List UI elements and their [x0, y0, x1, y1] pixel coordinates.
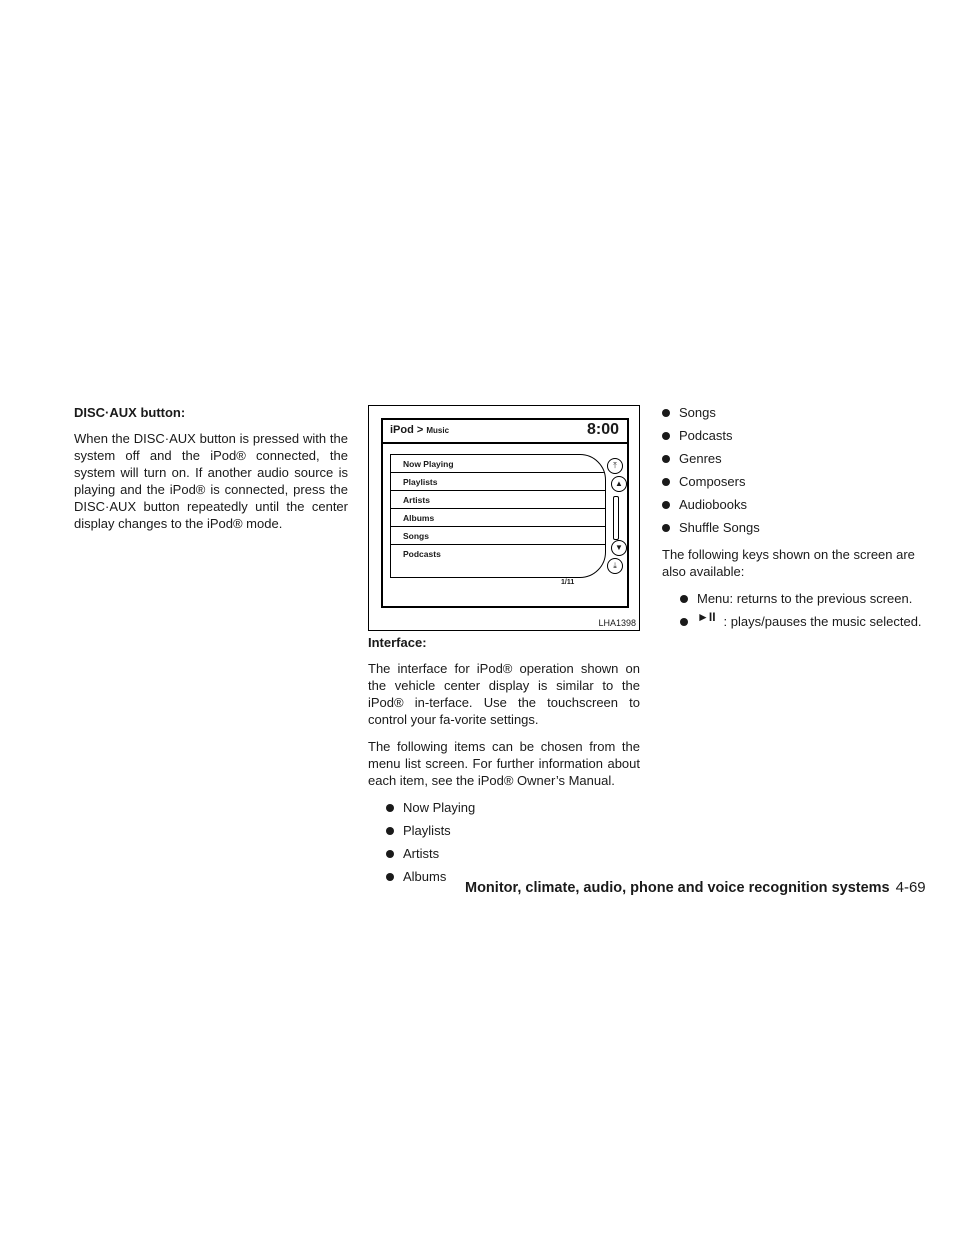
menu-item-songs[interactable]: Songs: [391, 527, 605, 545]
key-play-pause-text: : plays/pauses the music selected.: [723, 614, 922, 629]
section-heading-disc-aux: DISC·AUX button:: [74, 405, 186, 420]
page-footer: [465, 879, 926, 896]
menu-item-podcasts[interactable]: Podcasts: [403, 549, 441, 559]
paragraph-interface-2: The following items can be chosen from the menu list screen. For further information about each item, see the iPod® Owner’s Manual.: [368, 739, 640, 788]
paragraph-interface-1: The interface for iPod® operation shown on the vehicle center display is similar to the iPod® in-terface. Use the touchscreen to control your fa-vorite settings.: [368, 661, 640, 727]
paragraph-disc-aux: When the DISC·AUX button is pressed with the system off and the iPod® connected, the system will turn on. If another audio source is playing and the iPod® is connected, press the DISC·AUX button repeatedly until the center display changes to the iPod® mode.: [74, 431, 348, 531]
list-item: Shuffle Songs: [662, 519, 938, 542]
breadcrumb-main: iPod >: [390, 424, 424, 436]
menu-item-now-playing[interactable]: Now Playing: [391, 455, 605, 473]
paragraph-keys: The following keys shown on the screen are also available:: [662, 547, 915, 579]
page-count: 1/11: [561, 579, 575, 586]
column-3: [662, 404, 938, 636]
page-number: 4-69: [895, 879, 926, 896]
footer-section-title: Monitor, climate, audio, phone and voice recognition systems: [465, 880, 890, 896]
list-item: Playlists: [386, 822, 640, 845]
list-item: Songs: [662, 404, 938, 427]
scroll-top-icon[interactable]: ⤒: [607, 458, 623, 474]
list-item: Composers: [662, 473, 938, 496]
menu-items-list-continued: [662, 404, 938, 542]
list-item: Artists: [386, 845, 640, 868]
scroll-down-icon[interactable]: ▼: [611, 540, 627, 556]
menu-item-albums[interactable]: Albums: [391, 509, 605, 527]
scroll-up-icon[interactable]: ▲: [611, 476, 627, 492]
key-item-menu: [680, 590, 938, 613]
menu-item-playlists[interactable]: Playlists: [391, 473, 605, 491]
column-2: [368, 404, 640, 891]
figure-label: LHA1398: [598, 618, 636, 628]
list-item: Now Playing: [386, 799, 640, 822]
breadcrumb-sub: Music: [426, 426, 450, 435]
clock: 8:00: [586, 421, 619, 438]
list-item: Albums: [386, 868, 640, 891]
menu-item-artists[interactable]: Artists: [391, 491, 605, 509]
menu-items-list: [368, 799, 640, 891]
list-item: Podcasts: [662, 427, 938, 450]
key-menu-text: Menu: returns to the previous screen.: [697, 591, 913, 606]
play-pause-icon: ►II: [697, 610, 716, 624]
key-item-play-pause: [680, 610, 938, 636]
column-1: [74, 404, 348, 542]
keys-list: [662, 590, 938, 636]
section-heading-interface: Interface:: [368, 635, 427, 650]
list-item: Audiobooks: [662, 496, 938, 519]
scroll-bottom-icon[interactable]: ⤓: [607, 558, 623, 574]
list-item: Genres: [662, 450, 938, 473]
